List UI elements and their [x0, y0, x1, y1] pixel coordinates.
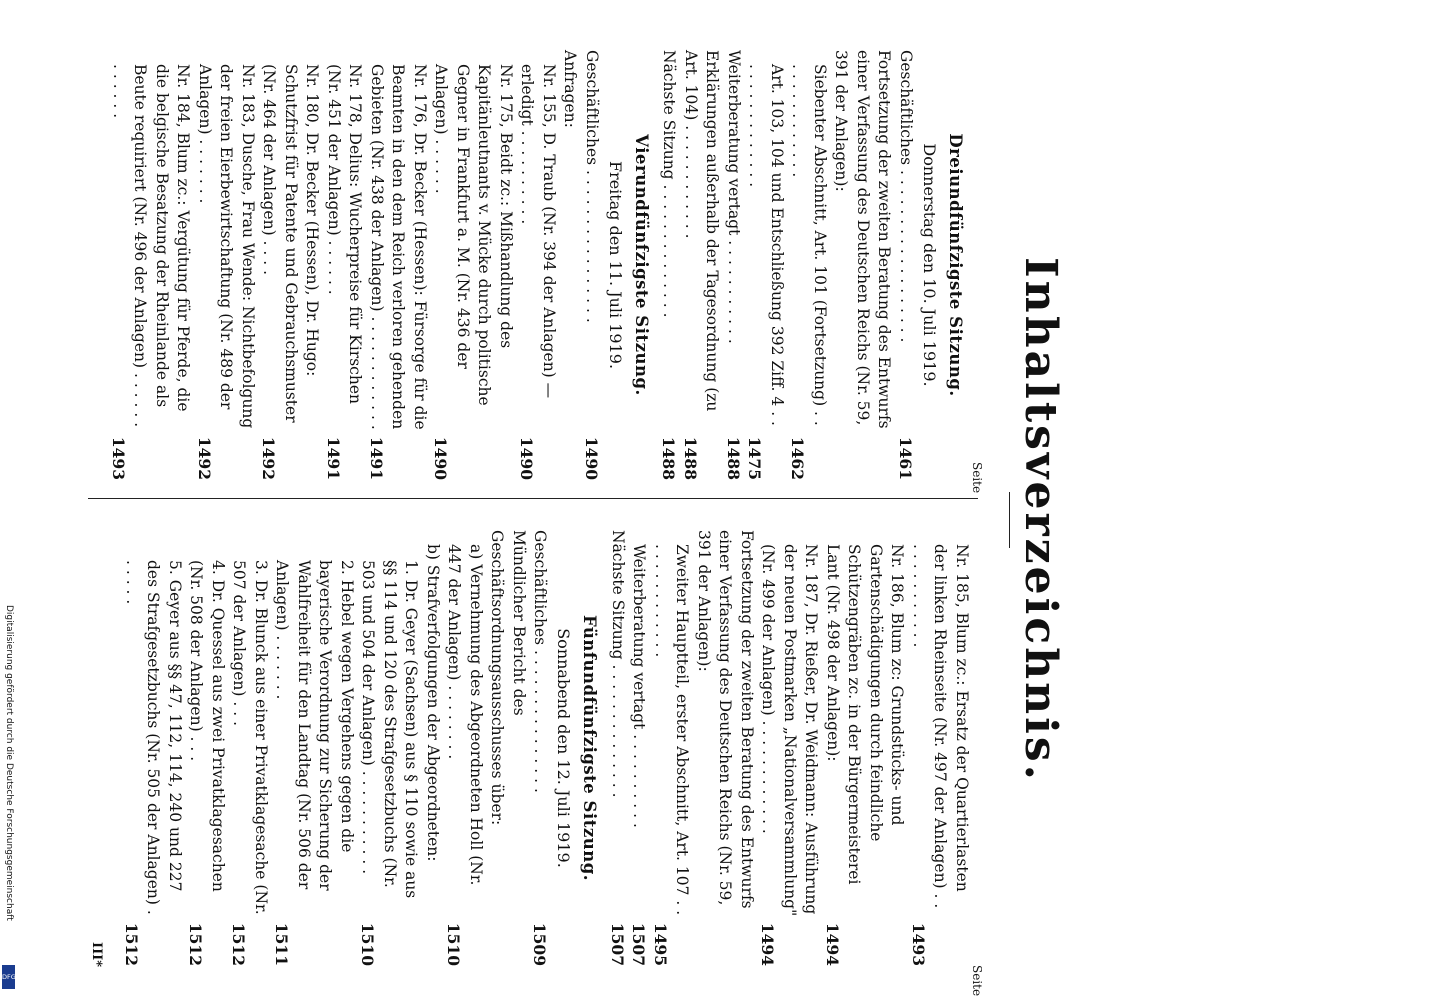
toc-entry — [323, 50, 366, 480]
toc-entry — [628, 530, 650, 966]
toc-entry-text: Nr. 187, Dr. Rießer, Dr. Weidmann: Ausführung der neuen Postmarken „Nationalversammlung" (Nr. 499 der Anlagen) . . . . . . . . . . . . — [759, 544, 821, 917]
session-date: Freitag den 11. Juli 1919. — [606, 160, 625, 370]
toc-page-number: 1491 — [367, 436, 386, 480]
toc-page-number: 1511 — [272, 922, 292, 966]
toc-entry-text: a) Vernehmung des Abgeordneten Holl (Nr. 447 der Anlagen) . . . . . . . . — [445, 544, 485, 886]
toc-entry-text: Nr. 183, Dusche, Frau Wende: Nichtbefolgung der freien Eierbewirtschaftung (Nr. 489 der Anlagen) . . . . . . . — [196, 64, 257, 429]
toc-entry-text: 2. Hebel wegen Vergehens gegen die bayerische Verordnung zur Sicherung der Wahlfreiheit für den Landtag (Nr. 506 der Anlagen) . . . . . . . — [273, 560, 356, 891]
toc-entry — [787, 50, 830, 480]
toc-entry — [757, 530, 822, 966]
page-number-footer: III* — [89, 942, 104, 968]
toc-entry-text: Fortsetzung der zweiten Beratung des Entwurfs einer Verfassung des Deutschen Reichs (Nr. 59, 391 der Anlagen): — [695, 530, 756, 909]
toc-page-number: 1512 — [122, 922, 141, 966]
toc-entry-text: Weiterberatung vertagt . . . . . . . . . . — [630, 544, 649, 828]
toc-page-number: 1510 — [358, 922, 378, 966]
toc-page-number: 1488 — [659, 436, 679, 480]
toc-entry — [744, 50, 787, 480]
toc-entry — [258, 50, 323, 480]
toc-page-number: 1490 — [517, 436, 537, 480]
toc-page-number: 1492 — [259, 436, 279, 480]
toc-entry-text: Nächste Sitzung . . . . . . . . . . . . . . — [660, 50, 679, 318]
seite-label-right: Seite — [970, 965, 984, 997]
toc-entry-text: Nr. 155, D. Traub (Nr. 394 der Anlagen) — erledigt . . . . . . . . . . — [518, 64, 558, 399]
toc-entry — [680, 50, 723, 480]
right-column — [121, 530, 973, 966]
session-date: Donnerstag den 10. Juli 1919. — [920, 143, 939, 387]
digitization-credit: Digitalisierung gefördert durch die Deutsche Forschungsgemeinschaft — [4, 605, 14, 921]
column-divider — [88, 498, 978, 499]
session-date: Sonnabend den 12. Juli 1919. — [554, 628, 574, 868]
toc-entry — [822, 530, 908, 966]
toc-entry-text: Erklärungen außerhalb der Tagesordnung (zu Art. 104) . . . . . . . . . . . . — [682, 50, 722, 412]
toc-page-number: 1461 — [896, 436, 915, 480]
title-rule — [1009, 492, 1010, 548]
toc-entry — [908, 530, 973, 966]
toc-page-number: 1493 — [909, 922, 928, 966]
toc-entry-text: Nr. 178, Delius: Wucherpreise für Kirschen (Nr. 451 der Anlagen) . . . . . . — [325, 64, 365, 404]
toc-page-number: 1507 — [629, 922, 649, 966]
toc-entry-text: Geschäftliches . . . . . . . . . . . . . . . — [531, 530, 550, 793]
rotated-page — [72, 40, 1072, 1000]
toc-page-number: 1509 — [530, 922, 550, 966]
toc-entry-text: Geschäftliches . . . . . . . . . . . . . . . . . . — [897, 50, 915, 343]
toc-entry — [895, 50, 917, 480]
session-heading: Fünfundfünfzigste Sitzung. — [580, 614, 600, 881]
toc-entry — [723, 50, 745, 480]
toc-page-number: 1490 — [582, 436, 601, 480]
toc-entry — [607, 530, 629, 966]
toc-entry-text: b) Strafverfolgungen der Abgeordneten: — [424, 544, 442, 862]
toc-entry-text: Nr. 176, Dr. Becker (Hessen): Fürsorge für die Beamten in den dem Reich verloren gehenden Gebieten (Nr. 438 der Anlagen) . . . . . . . . . . . . — [368, 64, 429, 430]
toc-entry-text: Nr. 180, Dr. Becker (Hessen), Dr. Hugo: Schutzfrist für Patente und Gebrauchsmuster (Nr. 464 der Anlagen) . . . . — [260, 64, 322, 423]
toc-entry — [228, 530, 271, 966]
toc-entry — [486, 530, 529, 966]
toc-page-number: 1494 — [823, 922, 842, 966]
toc-page-number: 1490 — [431, 436, 451, 480]
toc-entry — [430, 50, 516, 480]
toc-entry — [516, 50, 559, 480]
toc-page-number: 1494 — [758, 922, 778, 966]
toc-entry-text: Nr. 175, Beidt zc.: Mißhandlung des Kapitänleutnants v. Mücke durch politische Gegner in Frankfurt a. M. (Nr. 436 der Anlagen) . . . . . . — [432, 64, 515, 406]
page-title: Inhaltsverzeichnis. — [1015, 257, 1066, 783]
toc-page-number: 1488 — [724, 436, 743, 480]
toc-entry-text: Nr. 184, Blum zc.: Vergütung für Pferde, die die belgische Besatzung der Rheinlande als Beute requiriert (Nr. 496 der Anlagen) . . . . . . . . . . . . — [110, 64, 193, 428]
toc-entry-text: Nr. 185, Blum zc.: Ersatz der Quartierlasten der linken Rheinseite (Nr. 497 der Anlagen) . . . . . . . . . . . . . — [910, 544, 971, 909]
toc-entry-text: 1. Dr. Geyer (Sachsen) aus § 110 sowie aus §§ 114 und 120 des Strafgesetzbuchs (Nr. 503 und 504 der Anlagen) . . . . . . . . . . . — [359, 560, 421, 899]
toc-entry — [559, 50, 581, 480]
toc-entry-text: Siebenter Abschnitt, Art. 101 (Fortsetzung) . . . . . . . . . . . . . . — [789, 64, 829, 426]
toc-entry — [357, 530, 422, 966]
toc-entry-text: Art. 103, 104 und Entschließung 392 Ziff. 4 . . . . . . . . . . . . . . . — [746, 64, 786, 426]
toc-entry — [422, 530, 444, 966]
toc-entry — [693, 530, 758, 966]
left-column — [108, 50, 973, 480]
toc-entry — [830, 50, 895, 480]
session-heading: Vierundfünfzigste Sitzung. — [632, 134, 651, 396]
toc-entry-text: Fortsetzung der zweiten Beratung des Entwurfs einer Verfassung des Deutschen Reichs (Nr. 59, 391 der Anlagen): — [832, 50, 894, 429]
toc-entry — [443, 530, 486, 966]
toc-page-number: 1493 — [109, 436, 128, 480]
toc-entry — [650, 530, 693, 966]
toc-page-number: 1491 — [324, 436, 343, 480]
toc-entry-text: Zweiter Hauptteil, erster Abschnitt, Art. 107 . . . . . . . . . . . . . . — [652, 544, 692, 916]
toc-entry — [581, 50, 603, 480]
session-heading: Dreiundfünfzigste Sitzung. — [946, 133, 965, 397]
toc-entry — [366, 50, 431, 480]
toc-entry — [121, 530, 186, 966]
toc-page-number: 1512 — [186, 922, 206, 966]
seite-label-left: Seite — [970, 462, 984, 494]
toc-entry — [271, 530, 357, 966]
toc-page-number: 1507 — [608, 922, 627, 966]
toc-entry-text: 5. Geyer aus §§ 47, 112, 114, 240 und 227 des Strafgesetzbuchs (Nr. 505 der Anlagen) . . . . . . — [123, 560, 184, 915]
toc-entry-text: Anfragen: — [561, 50, 580, 128]
toc-page-number: 1462 — [788, 436, 808, 480]
toc-entry — [529, 530, 551, 966]
toc-page-number: 1510 — [444, 922, 464, 966]
toc-page-number: 1512 — [229, 922, 249, 966]
toc-entry — [108, 50, 194, 480]
toc-entry-text: Nr. 186, Blum zc: Grundstücks- und Gartenschädigungen durch feindliche Schützengräben zc. in der Bürgermeisterei Lant (Nr. 498 der Anlagen): — [824, 544, 907, 885]
toc-page-number: 1488 — [681, 436, 700, 480]
dfg-logo: DFG — [2, 965, 15, 989]
toc-entry-text: 4. Dr. Quessel aus zwei Privatklagesachen (Nr. 508 der Anlagen) . . . — [187, 560, 227, 892]
toc-entry-text: Weiterberatung vertagt . . . . . . . . . . . — [725, 50, 743, 344]
toc-page-number: 1492 — [195, 436, 214, 480]
toc-page-number: 1475 — [745, 436, 765, 480]
toc-entry-text: Mündlicher Bericht des Geschäftsordnungsausschusses über: — [488, 530, 528, 826]
toc-entry — [658, 50, 680, 480]
toc-entry-text: 3. Dr. Blunck aus einer Privatklagesache (Nr. 507 der Anlagen) . . . — [230, 560, 270, 915]
toc-entry-text: Geschäftliches . . . . . . . . . . . . . . . . — [583, 50, 601, 323]
toc-page-number: 1495 — [651, 922, 670, 966]
toc-entry-text: Nächste Sitzung . . . . . . . . . . . . . . — [609, 530, 627, 798]
toc-entry — [194, 50, 259, 480]
toc-entry — [185, 530, 228, 966]
